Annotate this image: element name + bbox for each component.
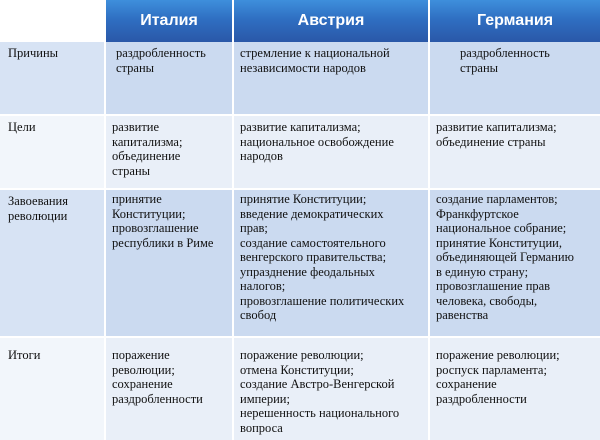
cell-results-austria: поражение революции; отмена Конституции; создание Австро-Венгерской империи; нерешенность национального вопроса xyxy=(234,338,430,440)
table-header xyxy=(0,0,600,42)
header-germany: Германия xyxy=(430,0,600,42)
row-label-goals: Цели xyxy=(0,116,106,188)
header-italy: Италия xyxy=(106,0,234,42)
header-corner-cell xyxy=(0,0,106,42)
cell-achievements-austria: принятие Конституции; введение демократических прав; создание самостоятельного венгерского правительства; упразднение феодальных налогов; провозглашение политических свобод xyxy=(234,190,430,336)
cell-causes-germany: раздробленность страны xyxy=(430,42,600,114)
table-row-achievements xyxy=(0,190,600,336)
row-label-achievements: Завоевания революции xyxy=(0,190,106,336)
header-austria: Австрия xyxy=(234,0,430,42)
table-row-results xyxy=(0,338,600,440)
cell-results-germany: поражение революции; роспуск парламента; сохранение раздробленности xyxy=(430,338,600,440)
cell-achievements-italy: принятие Конституции; провозглашение республики в Риме xyxy=(106,190,234,336)
table-row-goals xyxy=(0,116,600,188)
table-row-causes xyxy=(0,42,600,114)
cell-goals-italy: развитие капитализма; объединение страны xyxy=(106,116,234,188)
row-label-results: Итоги xyxy=(0,338,106,440)
cell-causes-italy: раздробленность страны xyxy=(106,42,234,114)
cell-goals-austria: развитие капитализма; национальное освобождение народов xyxy=(234,116,430,188)
cell-achievements-germany: создание парламентов; Франкфуртское национальное собрание; принятие Конституции, объединяющей Германию в единую страну; провозглашение прав человека, свободы, равенства xyxy=(430,190,600,336)
cell-causes-austria: стремление к национальной независимости народов xyxy=(234,42,430,114)
row-label-causes: Причины xyxy=(0,42,106,114)
cell-goals-germany: развитие капитализма; объединение страны xyxy=(430,116,600,188)
cell-results-italy: поражение революции; сохранение раздробленности xyxy=(106,338,234,440)
